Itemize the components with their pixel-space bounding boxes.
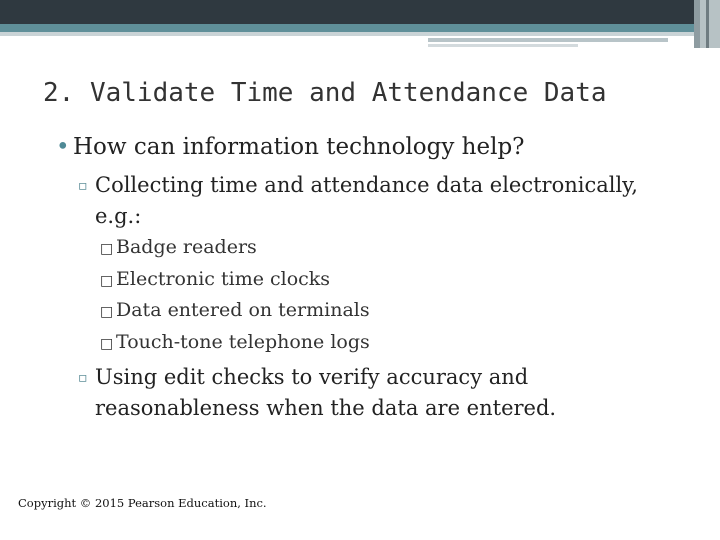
header-bar-grey bbox=[0, 32, 720, 36]
main-bullet-text: How can information technology help? bbox=[73, 134, 525, 160]
sub-bullet-square-icon: ▫ bbox=[78, 370, 88, 386]
corner-decoration-stripe bbox=[706, 0, 709, 48]
list-item bbox=[100, 236, 257, 260]
sub-bullet-line1: Using edit checks to verify accuracy and bbox=[95, 365, 529, 389]
list-item bbox=[100, 299, 370, 323]
sub-bullet-line2: e.g.: bbox=[95, 204, 142, 228]
header-bar-teal bbox=[0, 24, 720, 32]
slide-title: 2. Validate Time and Attendance Data bbox=[43, 78, 607, 108]
sub-bullet-line2: reasonableness when the data are entered. bbox=[95, 396, 557, 420]
copyright-footer: Copyright © 2015 Pearson Education, Inc. bbox=[18, 496, 267, 510]
checkbox-square-icon: □ bbox=[100, 336, 114, 352]
list-item-text: Data entered on terminals bbox=[116, 299, 370, 321]
header-bar-dark bbox=[0, 0, 720, 24]
bullet-dot-icon: • bbox=[56, 134, 70, 160]
header-accent-line bbox=[428, 38, 668, 42]
checkbox-square-icon: □ bbox=[100, 273, 114, 289]
list-item bbox=[100, 331, 370, 355]
list-item-text: Touch-tone telephone logs bbox=[116, 331, 370, 353]
sub-bullet-line1: Collecting time and attendance data electronically, bbox=[95, 173, 638, 197]
checkbox-square-icon: □ bbox=[100, 241, 114, 257]
main-bullet bbox=[56, 134, 525, 160]
list-item bbox=[100, 268, 330, 292]
list-item-text: Badge readers bbox=[116, 236, 257, 258]
list-item-text: Electronic time clocks bbox=[116, 268, 331, 290]
sub-bullet-edit-checks bbox=[78, 362, 698, 423]
sub-bullet-collecting bbox=[78, 170, 698, 231]
checkbox-square-icon: □ bbox=[100, 304, 114, 320]
sub-bullet-square-icon: ▫ bbox=[78, 178, 88, 194]
corner-decoration-light bbox=[700, 0, 720, 48]
header-accent-line-short bbox=[428, 44, 578, 47]
